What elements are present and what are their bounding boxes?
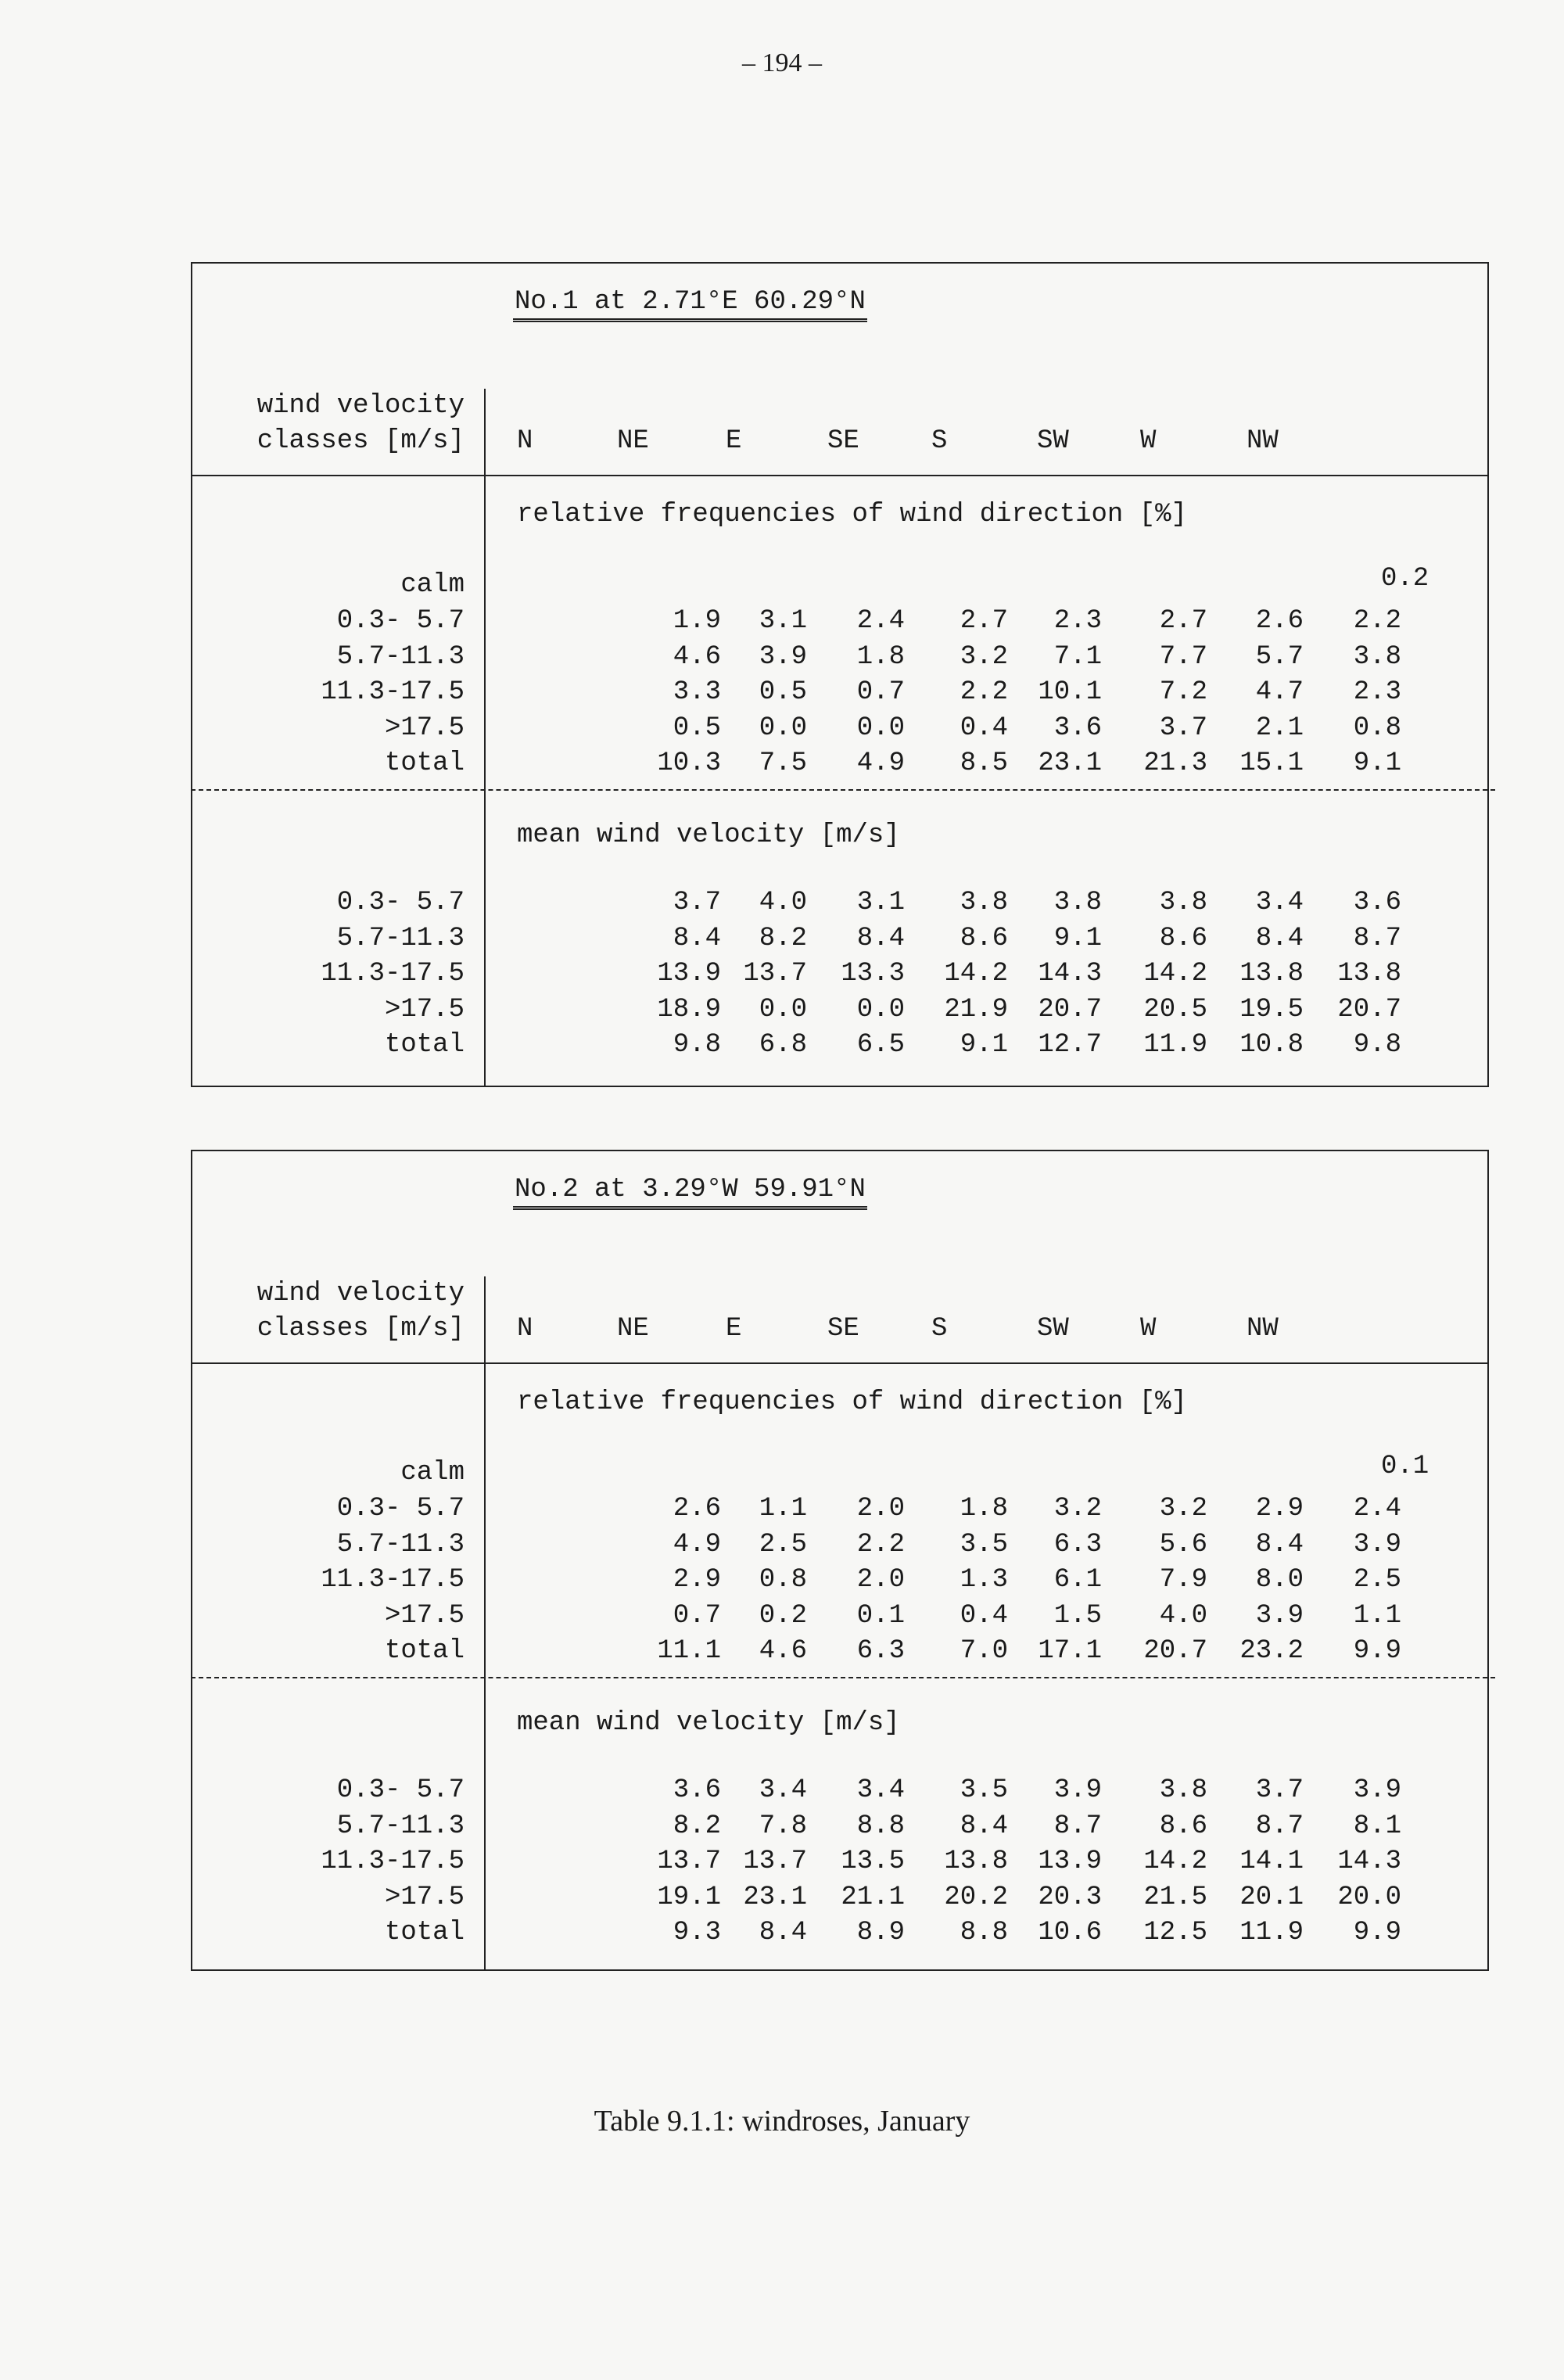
frequency-cell: 2.6 xyxy=(1255,606,1304,636)
frequency-row-label: 11.3-17.5 xyxy=(321,677,465,707)
frequency-cell: 2.4 xyxy=(856,606,905,636)
mean-velocity-cell: 23.1 xyxy=(743,1882,807,1912)
frequency-cell: 3.3 xyxy=(673,677,721,707)
direction-header-n: N xyxy=(517,426,533,456)
direction-header-s: S xyxy=(931,426,948,456)
mean-velocity-row-label: 5.7-11.3 xyxy=(336,923,465,953)
frequency-cell: 4.7 xyxy=(1255,677,1304,707)
mean-velocity-cell: 3.8 xyxy=(1053,888,1102,917)
station-title: No.2 at 3.29°W 59.91°N xyxy=(513,1175,867,1210)
mean-velocity-cell: 21.9 xyxy=(944,994,1008,1025)
direction-header-ne: NE xyxy=(617,1314,649,1344)
mean-velocity-cell: 10.6 xyxy=(1038,1918,1102,1947)
frequency-cell: 7.1 xyxy=(1053,641,1102,672)
frequency-cell: 3.8 xyxy=(1353,641,1401,672)
mean-velocity-cell: 9.1 xyxy=(1053,923,1102,953)
mean-velocity-cell: 3.4 xyxy=(759,1775,807,1805)
mean-velocity-cell: 21.5 xyxy=(1143,1882,1207,1912)
mean-velocity-cell: 18.9 xyxy=(657,994,721,1025)
frequency-cell: 1.1 xyxy=(759,1494,807,1524)
direction-header-ne: NE xyxy=(617,426,649,456)
mean-velocity-cell: 8.4 xyxy=(759,1918,807,1947)
frequency-cell: 7.7 xyxy=(1159,641,1207,672)
mean-velocity-cell: 14.2 xyxy=(1143,1847,1207,1876)
frequency-cell: 0.2 xyxy=(759,1600,807,1631)
page-number: – 194 – xyxy=(742,48,822,77)
frequency-cell: 8.5 xyxy=(960,748,1008,778)
direction-header-w: W xyxy=(1140,1314,1157,1344)
mean-velocity-cell: 14.2 xyxy=(944,959,1008,989)
mean-velocity-cell: 8.2 xyxy=(759,923,807,953)
mean-velocity-cell: 13.7 xyxy=(657,1847,721,1876)
frequency-cell: 0.5 xyxy=(673,713,721,743)
frequency-cell: 3.2 xyxy=(1159,1494,1207,1524)
mean-velocity-cell: 13.3 xyxy=(841,959,905,989)
table-caption: Table 9.1.1: windroses, January xyxy=(594,2105,970,2138)
frequency-cell: 2.1 xyxy=(1255,713,1304,743)
mean-velocity-cell: 13.8 xyxy=(1337,959,1401,989)
mean-velocity-cell: 14.3 xyxy=(1337,1847,1401,1876)
frequency-cell: 3.5 xyxy=(960,1529,1008,1560)
frequency-cell: 23.1 xyxy=(1038,748,1102,778)
mean-velocity-cell: 20.7 xyxy=(1337,994,1401,1025)
mean-velocity-cell: 3.7 xyxy=(673,888,721,917)
frequency-cell: 6.1 xyxy=(1053,1565,1102,1595)
mean-velocity-cell: 12.5 xyxy=(1143,1918,1207,1947)
mean-velocity-cell: 7.8 xyxy=(759,1811,807,1841)
frequency-row-label: 0.3- 5.7 xyxy=(336,606,465,636)
frequency-cell: 2.2 xyxy=(960,677,1008,707)
mean-velocity-cell: 9.9 xyxy=(1353,1918,1401,1947)
mean-velocity-cell: 14.3 xyxy=(1038,959,1102,989)
frequency-cell: 3.7 xyxy=(1159,713,1207,743)
velocity-class-header-line1: wind velocity xyxy=(256,391,465,421)
frequency-cell: 10.3 xyxy=(657,748,721,778)
frequency-cell: 6.3 xyxy=(1053,1529,1102,1560)
frequency-cell: 9.1 xyxy=(1353,748,1401,778)
mean-velocity-cell: 9.1 xyxy=(960,1030,1008,1060)
frequency-cell: 11.1 xyxy=(657,1636,721,1666)
frequency-cell: 5.6 xyxy=(1159,1529,1207,1560)
frequency-cell: 21.3 xyxy=(1143,748,1207,778)
frequency-cell: 3.1 xyxy=(759,606,807,636)
frequency-cell: 4.9 xyxy=(856,748,905,778)
frequency-cell: 4.6 xyxy=(759,1636,807,1666)
direction-header-n: N xyxy=(517,1314,533,1344)
frequency-row-label: 5.7-11.3 xyxy=(336,641,465,672)
frequency-cell: 1.3 xyxy=(960,1565,1008,1595)
frequency-cell: 2.9 xyxy=(1255,1494,1304,1524)
mean-velocity-cell: 3.4 xyxy=(1255,888,1304,917)
frequency-cell: 2.5 xyxy=(1353,1565,1401,1595)
frequency-cell: 2.7 xyxy=(1159,606,1207,636)
frequency-cell: 1.8 xyxy=(856,641,905,672)
mean-velocity-row-label: 11.3-17.5 xyxy=(321,1847,465,1876)
frequency-cell: 20.7 xyxy=(1143,1636,1207,1666)
mean-velocity-cell: 19.5 xyxy=(1239,994,1304,1025)
frequency-cell: 8.4 xyxy=(1255,1529,1304,1560)
mean-velocity-cell: 0.0 xyxy=(856,994,905,1025)
direction-header-se: SE xyxy=(827,426,859,456)
mean-velocity-cell: 3.9 xyxy=(1053,1775,1102,1805)
direction-header-sw: SW xyxy=(1037,426,1069,456)
mean-velocity-cell: 8.6 xyxy=(960,923,1008,953)
velocity-class-header-line1: wind velocity xyxy=(256,1279,465,1308)
frequency-cell: 7.0 xyxy=(960,1636,1008,1666)
mean-velocity-cell: 13.7 xyxy=(743,959,807,989)
frequency-row-label: >17.5 xyxy=(384,713,465,743)
frequency-row-label: total xyxy=(384,748,465,778)
mean-velocity-cell: 8.4 xyxy=(856,923,905,953)
direction-header-se: SE xyxy=(827,1314,859,1344)
header-separator xyxy=(192,1362,1487,1364)
section-separator xyxy=(191,789,1495,791)
frequency-cell: 9.9 xyxy=(1353,1636,1401,1666)
frequency-cell: 7.9 xyxy=(1159,1565,1207,1595)
velocity-class-header-line2: classes [m/s] xyxy=(256,1314,465,1344)
mean-velocity-cell: 0.0 xyxy=(759,994,807,1025)
calm-label: calm xyxy=(400,1458,465,1488)
direction-header-e: E xyxy=(726,1314,742,1344)
frequency-cell: 0.0 xyxy=(759,713,807,743)
frequency-cell: 3.2 xyxy=(1053,1494,1102,1524)
frequency-cell: 2.6 xyxy=(673,1494,721,1524)
mean-velocity-row-label: total xyxy=(384,1918,465,1947)
mean-velocity-row-label: 11.3-17.5 xyxy=(321,959,465,989)
mean-velocity-cell: 8.6 xyxy=(1159,1811,1207,1841)
mean-velocity-cell: 12.7 xyxy=(1038,1030,1102,1060)
frequency-section-title: relative frequencies of wind direction [%] xyxy=(517,1387,1187,1417)
mean-velocity-cell: 8.2 xyxy=(673,1811,721,1841)
station-title: No.1 at 2.71°E 60.29°N xyxy=(513,287,867,322)
mean-velocity-row-label: 0.3- 5.7 xyxy=(336,888,465,917)
frequency-cell: 1.1 xyxy=(1353,1600,1401,1631)
mean-velocity-cell: 13.8 xyxy=(944,1847,1008,1876)
frequency-cell: 2.2 xyxy=(856,1529,905,1560)
frequency-cell: 2.0 xyxy=(856,1494,905,1524)
frequency-cell: 2.3 xyxy=(1353,677,1401,707)
frequency-cell: 7.2 xyxy=(1159,677,1207,707)
mean-velocity-cell: 8.4 xyxy=(1255,923,1304,953)
frequency-cell: 2.2 xyxy=(1353,606,1401,636)
frequency-cell: 17.1 xyxy=(1038,1636,1102,1666)
frequency-cell: 4.0 xyxy=(1159,1600,1207,1631)
frequency-row-label: >17.5 xyxy=(384,1600,465,1631)
mean-velocity-cell: 20.7 xyxy=(1038,994,1102,1025)
mean-velocity-section-title: mean wind velocity [m/s] xyxy=(517,1708,900,1738)
mean-velocity-cell: 20.5 xyxy=(1143,994,1207,1025)
mean-velocity-cell: 13.7 xyxy=(743,1847,807,1876)
frequency-cell: 1.8 xyxy=(960,1494,1008,1524)
mean-velocity-cell: 8.4 xyxy=(673,923,721,953)
frequency-cell: 0.7 xyxy=(673,1600,721,1631)
mean-velocity-cell: 13.8 xyxy=(1239,959,1304,989)
mean-velocity-row-label: >17.5 xyxy=(384,994,465,1025)
mean-velocity-cell: 8.8 xyxy=(960,1918,1008,1947)
mean-velocity-row-label: total xyxy=(384,1030,465,1060)
mean-velocity-cell: 20.3 xyxy=(1038,1882,1102,1912)
frequency-cell: 4.6 xyxy=(673,641,721,672)
mean-velocity-cell: 9.3 xyxy=(673,1918,721,1947)
frequency-cell: 2.4 xyxy=(1353,1494,1401,1524)
mean-velocity-cell: 4.0 xyxy=(759,888,807,917)
mean-velocity-cell: 19.1 xyxy=(657,1882,721,1912)
mean-velocity-cell: 11.9 xyxy=(1239,1918,1304,1947)
frequency-cell: 10.1 xyxy=(1038,677,1102,707)
frequency-cell: 3.2 xyxy=(960,641,1008,672)
mean-velocity-cell: 3.1 xyxy=(856,888,905,917)
mean-velocity-cell: 9.8 xyxy=(1353,1030,1401,1060)
mean-velocity-cell: 13.9 xyxy=(657,959,721,989)
mean-velocity-cell: 3.7 xyxy=(1255,1775,1304,1805)
mean-velocity-cell: 3.8 xyxy=(1159,1775,1207,1805)
frequency-cell: 0.4 xyxy=(960,713,1008,743)
frequency-cell: 2.3 xyxy=(1053,606,1102,636)
mean-velocity-cell: 8.7 xyxy=(1053,1811,1102,1841)
frequency-cell: 2.9 xyxy=(673,1565,721,1595)
frequency-cell: 3.9 xyxy=(1353,1529,1401,1560)
frequency-row-label: total xyxy=(384,1636,465,1666)
column-divider xyxy=(484,389,486,1086)
mean-velocity-cell: 6.8 xyxy=(759,1030,807,1060)
frequency-cell: 7.5 xyxy=(759,748,807,778)
frequency-cell: 0.8 xyxy=(759,1565,807,1595)
mean-velocity-cell: 8.4 xyxy=(960,1811,1008,1841)
frequency-cell: 1.5 xyxy=(1053,1600,1102,1631)
mean-velocity-cell: 3.8 xyxy=(960,888,1008,917)
section-separator xyxy=(191,1677,1495,1678)
mean-velocity-cell: 20.0 xyxy=(1337,1882,1401,1912)
frequency-cell: 6.3 xyxy=(856,1636,905,1666)
mean-velocity-cell: 8.1 xyxy=(1353,1811,1401,1841)
mean-velocity-row-label: >17.5 xyxy=(384,1882,465,1912)
frequency-cell: 8.0 xyxy=(1255,1565,1304,1595)
frequency-cell: 2.0 xyxy=(856,1565,905,1595)
mean-velocity-row-label: 0.3- 5.7 xyxy=(336,1775,465,1805)
calm-label: calm xyxy=(400,570,465,600)
frequency-cell: 3.9 xyxy=(759,641,807,672)
frequency-cell: 0.7 xyxy=(856,677,905,707)
mean-velocity-cell: 3.5 xyxy=(960,1775,1008,1805)
mean-velocity-cell: 11.9 xyxy=(1143,1030,1207,1060)
header-separator xyxy=(192,475,1487,476)
mean-velocity-cell: 14.1 xyxy=(1239,1847,1304,1876)
mean-velocity-cell: 8.7 xyxy=(1255,1811,1304,1841)
direction-header-s: S xyxy=(931,1314,948,1344)
mean-velocity-cell: 14.2 xyxy=(1143,959,1207,989)
mean-velocity-cell: 21.1 xyxy=(841,1882,905,1912)
mean-velocity-cell: 10.8 xyxy=(1239,1030,1304,1060)
mean-velocity-cell: 8.9 xyxy=(856,1918,905,1947)
mean-velocity-section-title: mean wind velocity [m/s] xyxy=(517,820,900,850)
frequency-cell: 3.6 xyxy=(1053,713,1102,743)
mean-velocity-cell: 3.4 xyxy=(856,1775,905,1805)
windrose-table-station-2 xyxy=(191,1150,1489,1971)
frequency-cell: 2.5 xyxy=(759,1529,807,1560)
frequency-cell: 0.8 xyxy=(1353,713,1401,743)
frequency-cell: 0.5 xyxy=(759,677,807,707)
frequency-cell: 4.9 xyxy=(673,1529,721,1560)
frequency-cell: 2.7 xyxy=(960,606,1008,636)
mean-velocity-cell: 3.6 xyxy=(673,1775,721,1805)
frequency-row-label: 0.3- 5.7 xyxy=(336,1494,465,1524)
frequency-cell: 1.9 xyxy=(673,606,721,636)
frequency-cell: 23.2 xyxy=(1239,1636,1304,1666)
mean-velocity-cell: 8.8 xyxy=(856,1811,905,1841)
mean-velocity-cell: 20.1 xyxy=(1239,1882,1304,1912)
mean-velocity-cell: 13.9 xyxy=(1038,1847,1102,1876)
column-divider xyxy=(484,1276,486,1969)
mean-velocity-row-label: 5.7-11.3 xyxy=(336,1811,465,1841)
mean-velocity-cell: 3.8 xyxy=(1159,888,1207,917)
frequency-cell: 5.7 xyxy=(1255,641,1304,672)
direction-header-e: E xyxy=(726,426,742,456)
frequency-cell: 15.1 xyxy=(1239,748,1304,778)
mean-velocity-cell: 3.9 xyxy=(1353,1775,1401,1805)
mean-velocity-cell: 9.8 xyxy=(673,1030,721,1060)
mean-velocity-cell: 13.5 xyxy=(841,1847,905,1876)
frequency-section-title: relative frequencies of wind direction [%] xyxy=(517,500,1187,529)
frequency-cell: 0.1 xyxy=(856,1600,905,1631)
mean-velocity-cell: 3.6 xyxy=(1353,888,1401,917)
mean-velocity-cell: 8.6 xyxy=(1159,923,1207,953)
frequency-cell: 0.0 xyxy=(856,713,905,743)
frequency-cell: 0.4 xyxy=(960,1600,1008,1631)
calm-value: 0.2 xyxy=(1381,564,1429,594)
mean-velocity-cell: 6.5 xyxy=(856,1030,905,1060)
frequency-row-label: 11.3-17.5 xyxy=(321,1565,465,1595)
frequency-cell: 3.9 xyxy=(1255,1600,1304,1631)
windrose-table-station-1 xyxy=(191,262,1489,1087)
velocity-class-header-line2: classes [m/s] xyxy=(256,426,465,456)
frequency-row-label: 5.7-11.3 xyxy=(336,1529,465,1560)
direction-header-nw: NW xyxy=(1247,1314,1279,1344)
calm-value: 0.1 xyxy=(1381,1452,1429,1481)
direction-header-w: W xyxy=(1140,426,1157,456)
direction-header-sw: SW xyxy=(1037,1314,1069,1344)
direction-header-nw: NW xyxy=(1247,426,1279,456)
mean-velocity-cell: 8.7 xyxy=(1353,923,1401,953)
mean-velocity-cell: 20.2 xyxy=(944,1882,1008,1912)
